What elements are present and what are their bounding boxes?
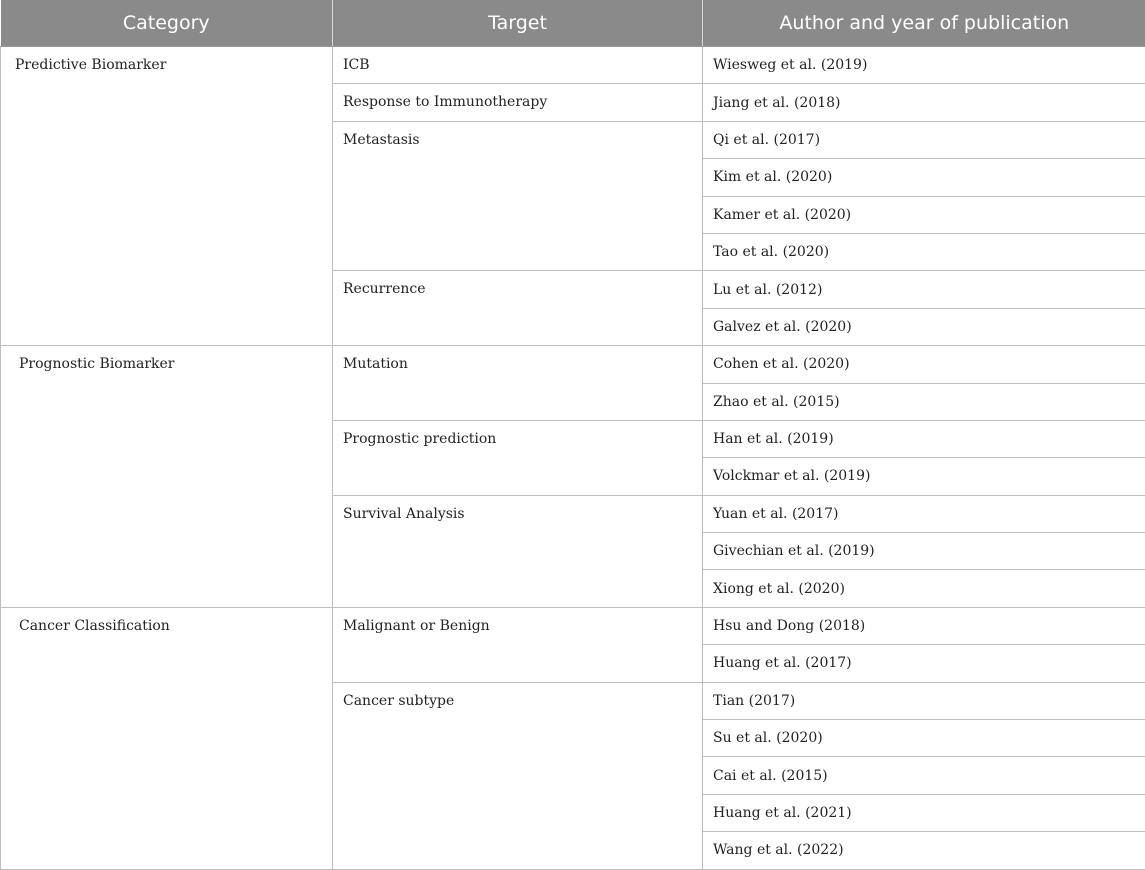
- author-cell: Cohen et al. (2020): [703, 346, 1145, 383]
- author-cell: Tian (2017): [703, 682, 1145, 719]
- table-body: [1, 47, 1145, 870]
- author-cell: Wang et al. (2022): [703, 832, 1145, 869]
- table-row: [1, 607, 1145, 644]
- author-cell: Han et al. (2019): [703, 420, 1145, 457]
- header-target: Target: [333, 0, 703, 47]
- author-cell: Givechian et al. (2019): [703, 533, 1145, 570]
- target-cell: Malignant or Benign: [333, 607, 703, 682]
- category-cell: Prognostic Biomarker: [1, 346, 333, 608]
- author-cell: Zhao et al. (2015): [703, 383, 1145, 420]
- author-cell: Su et al. (2020): [703, 720, 1145, 757]
- author-cell: Galvez et al. (2020): [703, 308, 1145, 345]
- author-cell: Kamer et al. (2020): [703, 196, 1145, 233]
- author-cell: Volckmar et al. (2019): [703, 458, 1145, 495]
- category-cell: Predictive Biomarker: [1, 47, 333, 346]
- author-cell: Wiesweg et al. (2019): [703, 47, 1145, 84]
- table-row: [1, 346, 1145, 383]
- header-row: [1, 0, 1145, 47]
- author-cell: Huang et al. (2021): [703, 794, 1145, 831]
- author-cell: Yuan et al. (2017): [703, 495, 1145, 532]
- author-cell: Huang et al. (2017): [703, 645, 1145, 682]
- target-cell: Response to Immunotherapy: [333, 84, 703, 121]
- author-cell: Qi et al. (2017): [703, 121, 1145, 158]
- target-cell: Prognostic prediction: [333, 420, 703, 495]
- category-cell: Cancer Classification: [1, 607, 333, 869]
- author-cell: Xiong et al. (2020): [703, 570, 1145, 607]
- table-header: [1, 0, 1145, 47]
- author-cell: Tao et al. (2020): [703, 233, 1145, 270]
- table-row: [1, 47, 1145, 84]
- target-cell: Survival Analysis: [333, 495, 703, 607]
- author-cell: Kim et al. (2020): [703, 159, 1145, 196]
- target-cell: Metastasis: [333, 121, 703, 271]
- author-cell: Hsu and Dong (2018): [703, 607, 1145, 644]
- target-cell: Recurrence: [333, 271, 703, 346]
- target-cell: Cancer subtype: [333, 682, 703, 869]
- author-cell: Lu et al. (2012): [703, 271, 1145, 308]
- target-cell: ICB: [333, 47, 703, 84]
- header-author: Author and year of publication: [703, 0, 1145, 47]
- header-category: Category: [1, 0, 333, 47]
- target-cell: Mutation: [333, 346, 703, 421]
- author-cell: Jiang et al. (2018): [703, 84, 1145, 121]
- author-cell: Cai et al. (2015): [703, 757, 1145, 794]
